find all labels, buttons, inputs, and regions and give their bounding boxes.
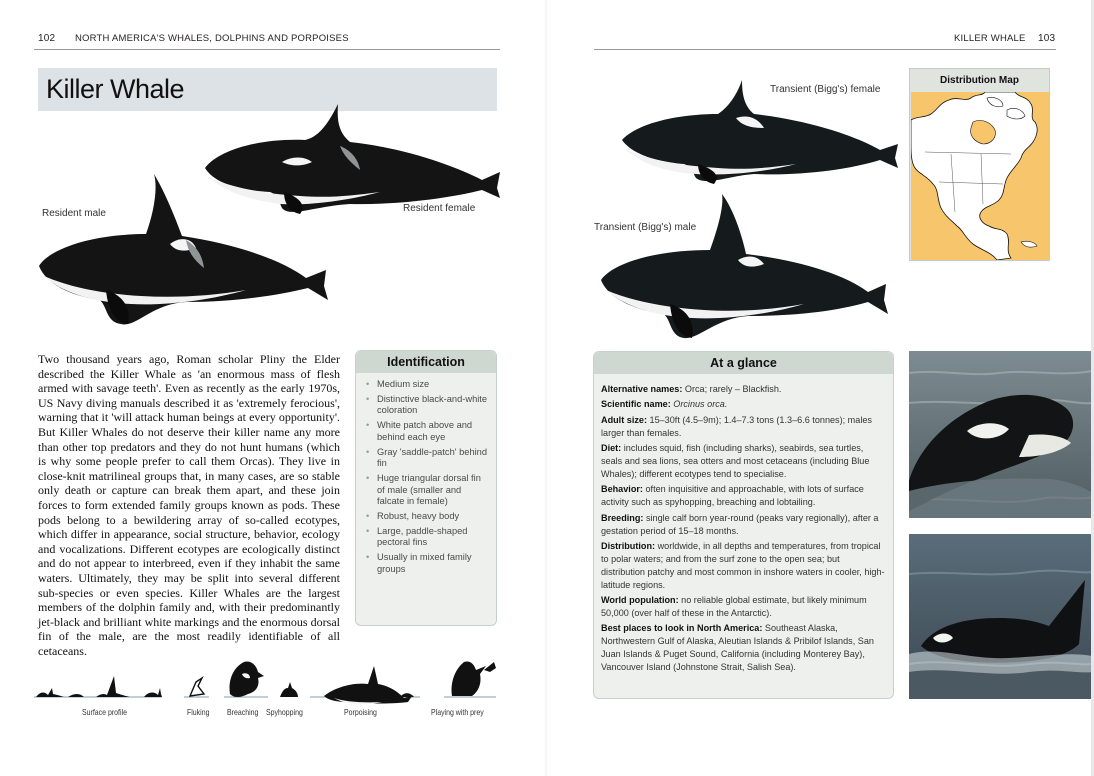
identification-item: • Robust, heavy body [366,511,490,523]
photo-killer-whale-surfacing [909,351,1092,518]
identification-heading: Identification [356,351,496,373]
glance-item-adult-size: Adult size: 15–30ft (4.5–9m); 1.4–7.3 tons (1.3–6.6 tonnes); males larger than females. [601,414,872,438]
transient-male-illustration [598,192,890,342]
fluking-silhouette [190,678,204,696]
prey-icon [484,662,496,672]
identification-panel [355,350,497,626]
right-running-head: KILLER WHALE [954,33,1026,44]
photo-killer-whale-dorsal-fin [909,534,1092,699]
surface-profile-label: Surface profile [82,707,127,717]
page-title: Killer Whale [46,74,185,104]
left-running-head: NORTH AMERICA'S WHALES, DOLPHINS AND PORPOISES [75,33,349,44]
glance-item-alternative-names: Alternative names: Orca; rarely – Blackfish. [601,384,782,394]
breaching-label: Breaching [227,707,259,717]
body-text: Two thousand years ago, Roman scholar Pliny the Elder described the Killer Whale as 'an enormous mass of flesh armed with savage teeth'. Even as recently as the early 1970s, US Navy diving manuals described it as 'extremely ferocious', warning that it 'will attack human beings at every opportunity'. But Killer Whales do not deserve their killer name any more than other top predators and they do not hunt humans (which is why some people prefer to call them Orcas). They live in close-knit matrilineal groups that, in many cases, are so stable only death or capture can break them apart, and these join forces to form extended family groups known as pods. These pods belong to a bewildering array of so-called ecotypes, which differ in appearance, social structure, behavior, ecology and vocalizations. Different ecotypes are ecologically distinct and do not appear to interbreed, even if they inhabit the same waters. Ultimately, they may be split into several different sub-species or even species. Killer Whales are the largest members of the dolphin family and, with their predominantly jet-black and brilliant white markings and the enormous dorsal fin of the male, are the most readily identifiable of all cetaceans. [38,352,340,658]
transient-female-caption: Transient (Bigg's) female [770,84,881,95]
right-header-rule [594,49,1056,50]
left-folio: 102 [38,33,56,44]
identification-item: • Distinctive black-and-white coloration [366,394,490,417]
glance-item-distribution: Distribution: worldwide, in all depths and temperatures, from tropical to polar waters; and from the surf zone to the open sea; but distribution patchy and most common in inshore waters in cooler, high-latitude regions. [601,540,885,590]
glance-item-breeding: Breeding: single calf born year-round (peaks vary regionally), after a gestation period of 15–18 months. [601,512,879,536]
spyhopping-silhouette [280,682,298,697]
transient-male-caption: Transient (Bigg's) male [594,222,697,233]
right-folio: 103 [1038,33,1056,44]
identification-item: • White patch above and behind each eye [366,420,490,443]
identification-item: • Huge triangular dorsal fin of male (smaller and falcate in female) [366,473,490,508]
glance-item-behavior: Behavior: often inquisitive and approachable, with lots of surface activity such as spyhopping, breaching and lobtailing. [601,484,864,508]
at-a-glance-panel [593,351,894,699]
photo-killer-whale-surfacing-image [909,351,1092,518]
distribution-map-image [911,92,1049,260]
breaching-silhouette [230,661,264,697]
photo-killer-whale-dorsal-fin-image [909,534,1092,699]
playing-with-prey-silhouette [452,661,487,696]
at-a-glance-heading: At a glance [594,352,893,374]
identification-item: • Gray 'saddle-patch' behind fin [366,447,490,470]
resident-male-caption: Resident male [42,208,106,219]
distribution-map [909,68,1050,261]
glance-item-diet: Diet: includes squid, fish (including sharks), seabirds, sea turtles, seals and sea lions, sea otters and most cetaceans (including Blue Whales); different ecotypes tend to specialise. [601,443,870,479]
surface-profile-silhouette-3 [96,676,130,697]
distribution-map-heading: Distribution Map [940,75,1019,86]
porpoising-label: Porpoising [344,707,377,717]
spyhopping-label: Spyhopping [266,707,303,717]
porpoising-silhouette [324,666,412,704]
surface-profile-silhouette-2 [68,694,84,697]
glance-item-best-places: Best places to look in North America: Southeast Alaska, Northwestern Gulf of Alaska, Aleutian Islands & Pribilof Islands, San Juan Islands & Puget Sound, California (including Monterey Bay), Vancouver Island (Johnstone Strait, Salish Sea). [601,623,874,673]
glance-item-world-population: World population: no reliable global estimate, but likely minimum 50,000 (over half of these in the Antarctic). [601,595,867,618]
surface-profile-silhouette-4 [144,688,162,697]
resident-male-illustration [36,172,331,332]
left-header-rule [34,49,500,50]
glance-item-scientific-name: Scientific name: Orcinus orca. [601,399,728,410]
identification-list [356,373,496,576]
resident-female-caption: Resident female [403,203,476,214]
identification-item: • Large, paddle-shaped pectoral fins [366,526,490,549]
playing-with-prey-label: Playing with prey [431,707,484,717]
at-a-glance-list [594,374,893,674]
identification-item: • Medium size [366,379,490,391]
fluking-label: Fluking [187,707,210,717]
identification-item: • Usually in mixed family groups [366,552,490,575]
surface-profile-silhouette-1 [36,688,64,697]
